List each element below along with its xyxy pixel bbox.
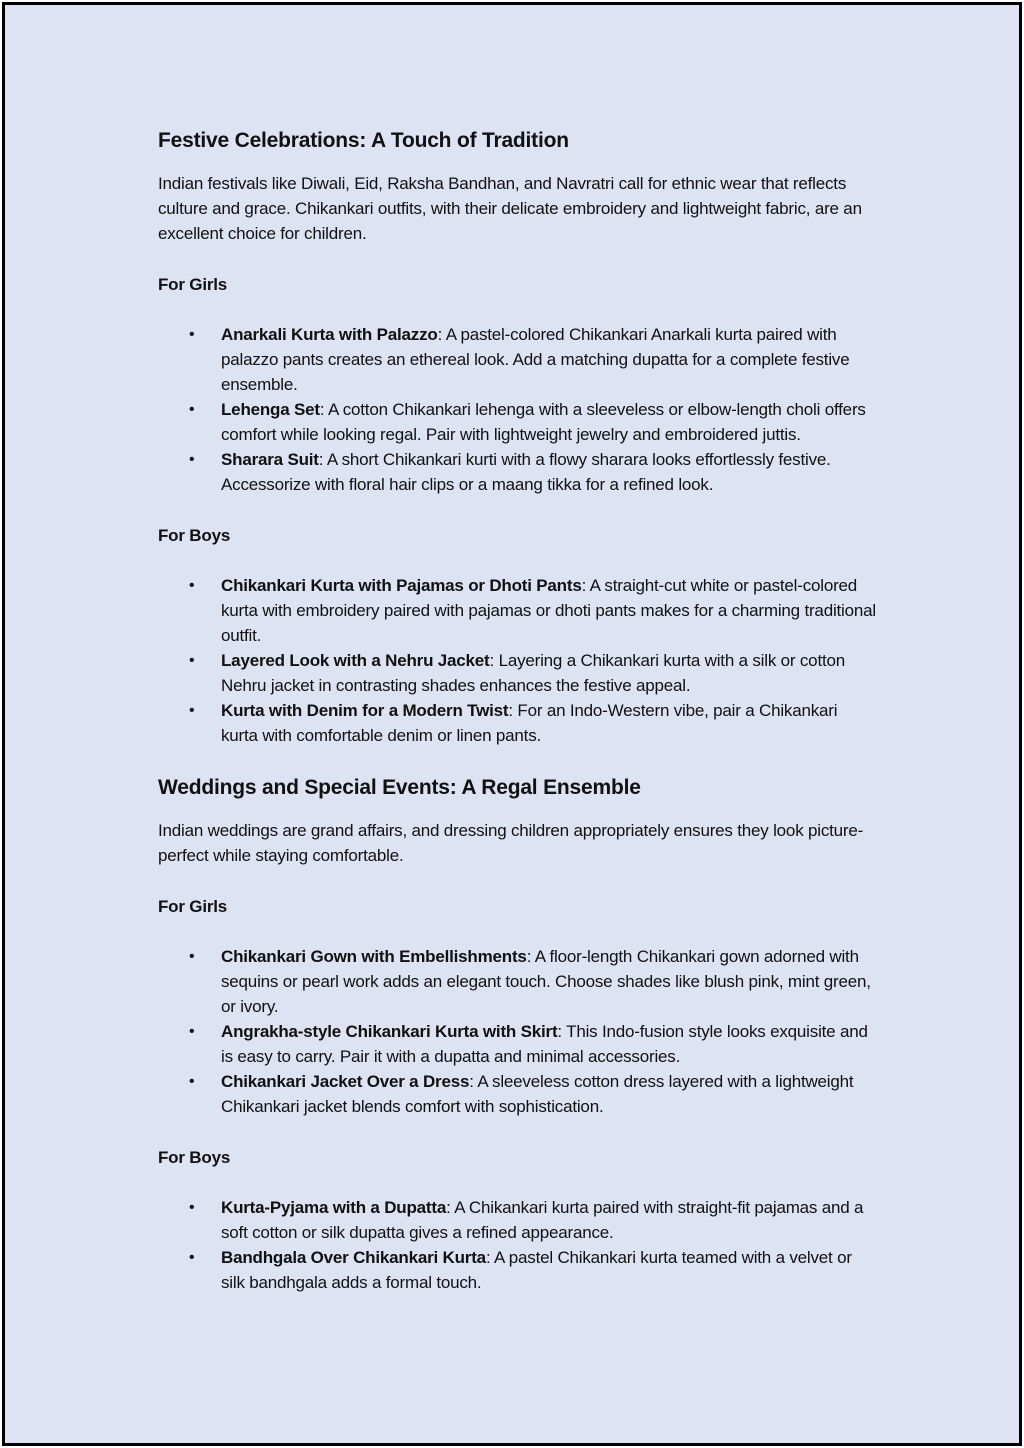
list-item <box>158 944 878 1019</box>
item-term: Kurta with Denim for a Modern Twist <box>221 701 509 720</box>
item-text: : Layering a Chikankari kurta with a silk or cotton Nehru jacket in contrasting shades enhances the festive appeal. <box>221 651 845 695</box>
subheading-for-girls: For Girls <box>158 897 228 916</box>
item-term: Chikankari Kurta with Pajamas or Dhoti Pants <box>221 576 582 595</box>
item-text: : A pastel Chikankari kurta teamed with a velvet or silk bandhgala adds a formal touch. <box>221 1248 852 1292</box>
bullet-list <box>158 573 878 748</box>
section-intro-festive: Indian festivals like Diwali, Eid, Raksha Bandhan, and Navratri call for ethnic wear that reflects culture and grace. Chikankari outfits, with their delicate embroidery and lightweight fabric, are an excellent choice for children. <box>158 174 862 243</box>
bullet-icon: • <box>189 1023 195 1040</box>
item-text: : A Chikankari kurta paired with straight-fit pajamas and a soft cotton or silk dupatta gives a refined appearance. <box>221 1198 864 1242</box>
bullet-icon: • <box>189 1199 195 1216</box>
section-title-festive: Festive Celebrations: A Touch of Tradition <box>158 129 569 152</box>
bullet-icon: • <box>189 326 195 343</box>
subheading-for-boys: For Boys <box>158 526 231 545</box>
item-term: Sharara Suit <box>221 450 319 469</box>
item-term: Layered Look with a Nehru Jacket <box>221 651 490 670</box>
item-text: : A cotton Chikankari lehenga with a sleeveless or elbow-length choli offers comfort while looking regal. Pair with lightweight jewelry and embroidered juttis. <box>221 400 866 444</box>
bullet-icon: • <box>189 652 195 669</box>
bullet-icon: • <box>189 948 195 965</box>
list-item <box>158 397 878 447</box>
item-term: Chikankari Gown with Embellishments <box>221 947 527 966</box>
bullet-list <box>158 944 878 1119</box>
bullet-icon: • <box>189 401 195 418</box>
bullet-icon: • <box>189 577 195 594</box>
item-text: : A pastel-colored Chikankari Anarkali kurta paired with palazzo pants creates an ethereal look. Add a matching dupatta for a complete festive ensemble. <box>221 325 850 394</box>
bullet-icon: • <box>189 1073 195 1090</box>
item-text: : A straight-cut white or pastel-colored kurta with embroidery paired with pajamas or dhoti pants makes for a charming traditional outfit. <box>221 576 876 645</box>
item-term: Chikankari Jacket Over a Dress <box>221 1072 470 1091</box>
document-page <box>2 2 1022 1446</box>
section-title-weddings: Weddings and Special Events: A Regal Ensemble <box>158 776 641 799</box>
item-term: Angrakha-style Chikankari Kurta with Skirt <box>221 1022 558 1041</box>
list-item <box>158 573 878 648</box>
list-item <box>158 1245 878 1295</box>
item-term: Anarkali Kurta with Palazzo <box>221 325 438 344</box>
item-text: : For an Indo-Western vibe, pair a Chikankari kurta with comfortable denim or linen pants. <box>221 701 838 745</box>
section-intro-weddings: Indian weddings are grand affairs, and dressing children appropriately ensures they look picture-perfect while staying comfortable. <box>158 821 864 865</box>
item-text: : A sleeveless cotton dress layered with a lightweight Chikankari jacket blends comfort with sophistication. <box>221 1072 854 1116</box>
bullet-list <box>158 322 878 497</box>
list-item <box>158 1069 878 1119</box>
item-text: : A short Chikankari kurti with a flowy sharara looks effortlessly festive. Accessorize with floral hair clips or a maang tikka for a refined look. <box>221 450 831 494</box>
list-item <box>158 1195 878 1245</box>
list-item <box>158 1019 878 1069</box>
bullet-list <box>158 1195 878 1295</box>
bullet-icon: • <box>189 702 195 719</box>
bullet-icon: • <box>189 1249 195 1266</box>
list-item <box>158 698 878 748</box>
item-term: Kurta-Pyjama with a Dupatta <box>221 1198 447 1217</box>
list-item <box>158 648 878 698</box>
list-item <box>158 322 878 397</box>
item-term: Lehenga Set <box>221 400 320 419</box>
item-text: : A floor-length Chikankari gown adorned with sequins or pearl work adds an elegant touch. Choose shades like blush pink, mint green, or ivory. <box>221 947 871 1016</box>
bullet-icon: • <box>189 451 195 468</box>
subheading-for-boys: For Boys <box>158 1148 231 1167</box>
subheading-for-girls: For Girls <box>158 275 228 294</box>
list-item <box>158 447 878 497</box>
item-term: Bandhgala Over Chikankari Kurta <box>221 1248 486 1267</box>
item-text: : This Indo-fusion style looks exquisite and is easy to carry. Pair it with a dupatta and minimal accessories. <box>221 1022 868 1066</box>
document-content <box>158 127 878 1321</box>
